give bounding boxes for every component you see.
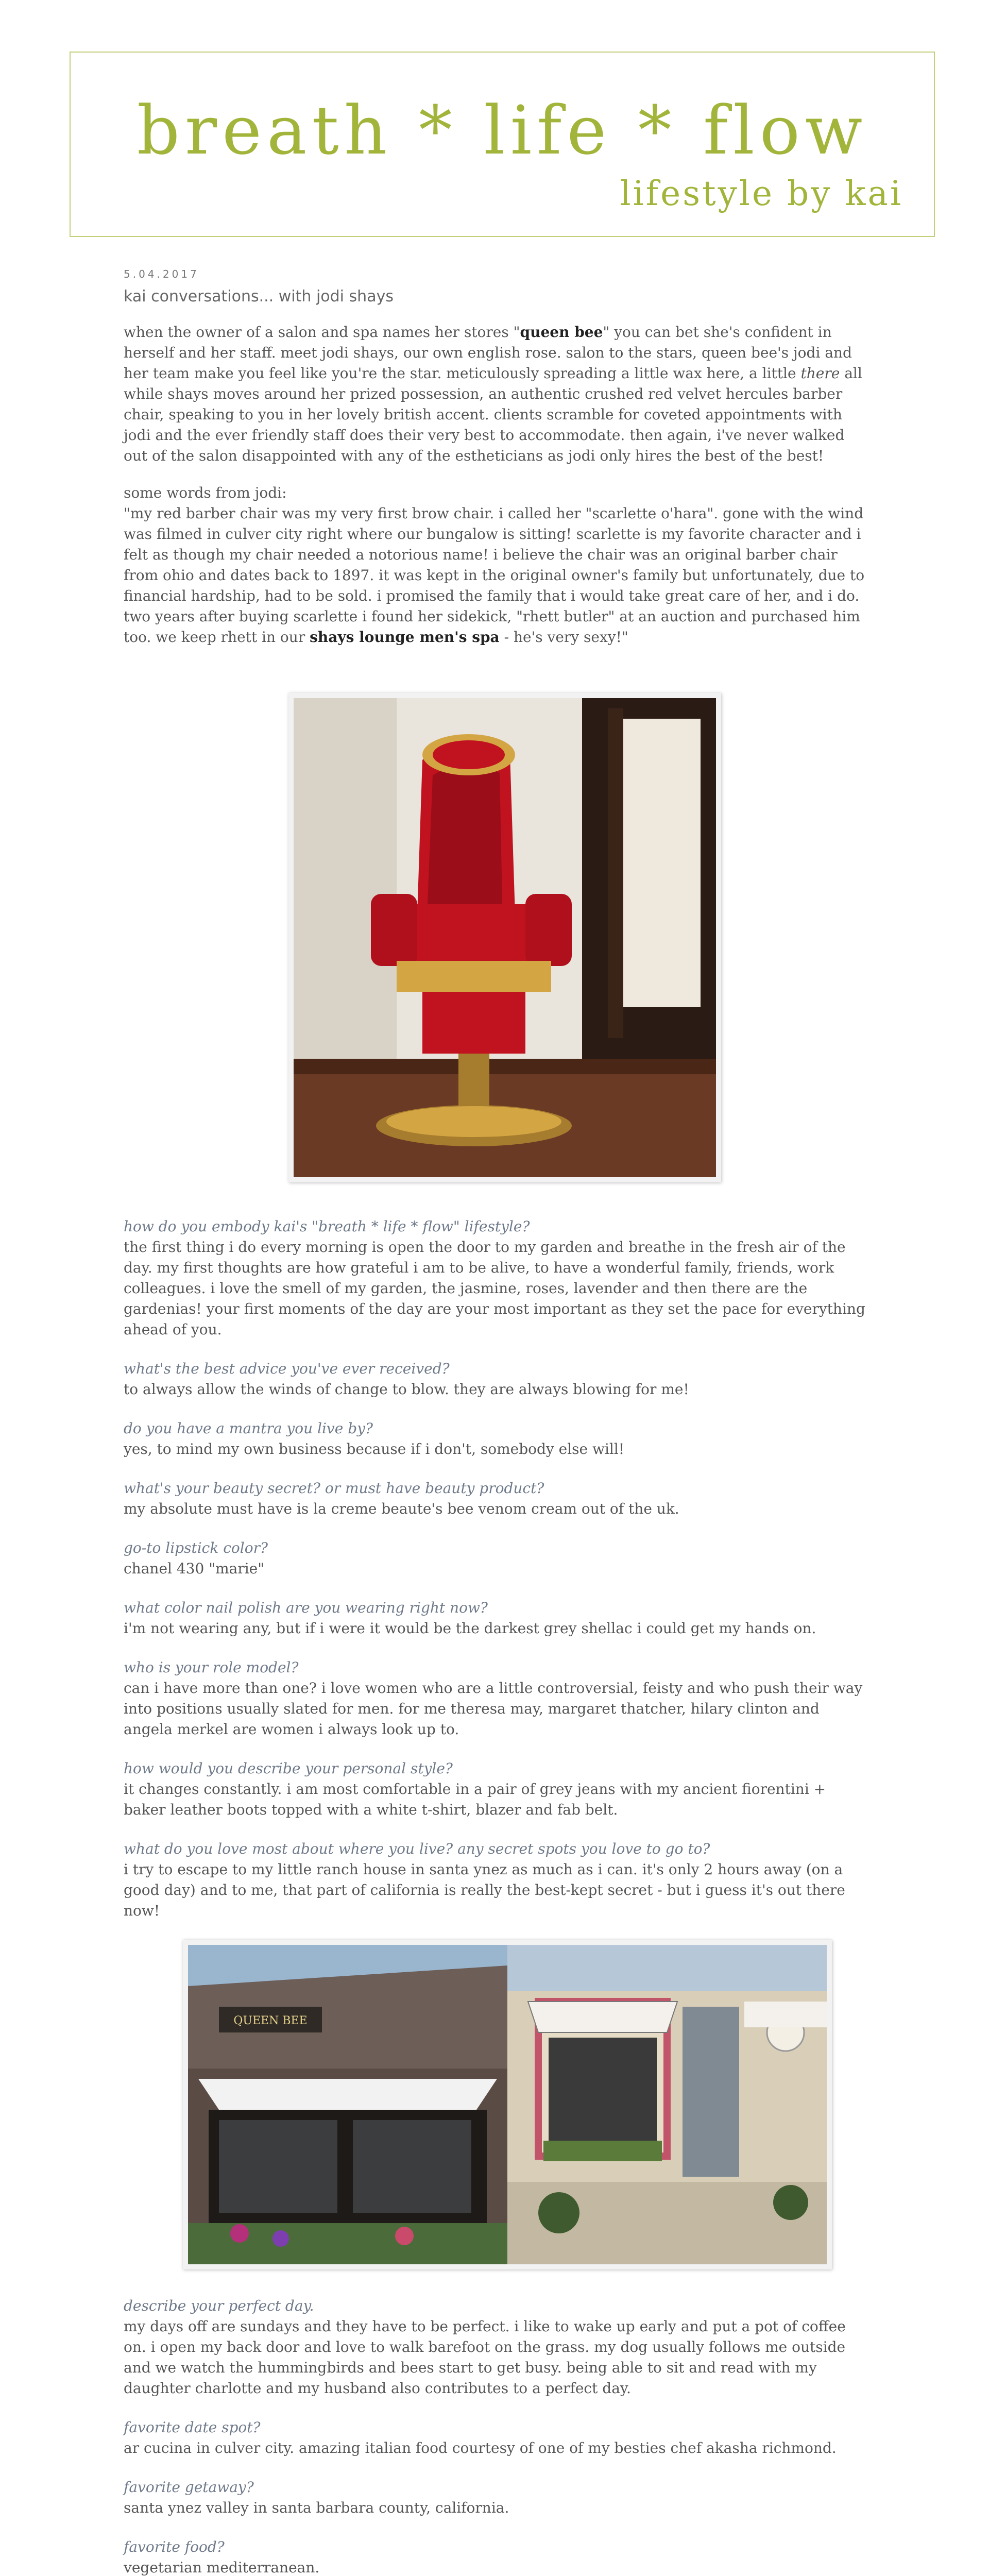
question: favorite date spot? <box>124 2419 261 2436</box>
question: do you have a mantra you live by? <box>124 1420 373 1437</box>
question: what's your beauty secret? or must have beauty product? <box>124 1480 544 1497</box>
answer: it changes constantly. i am most comfortable in a pair of grey jeans with my ancient fiorentini + baker leather boots topped with a white t-shirt, blazer and fab belt. <box>124 1781 826 1818</box>
question: how would you describe your personal style? <box>124 1760 453 1777</box>
quote-text: - he's very sexy!" <box>499 629 628 646</box>
question: who is your role model? <box>124 1659 299 1676</box>
question: go-to lipstick color? <box>124 1539 268 1556</box>
blog-header <box>70 52 935 237</box>
qa-item <box>124 2477 865 2518</box>
qa-list-1 <box>124 1216 865 1921</box>
intro-text: " you can bet she's confident in herself and her staff. meet jodi shays, our own english rose. salon to the stars, queen bee's jodi and her team make you feel like you're the star. meticulously spreading a little wax here, a little <box>124 324 852 382</box>
qa-item <box>124 1657 865 1740</box>
answer: to always allow the winds of change to blow. they are always blowing for me! <box>124 1381 689 1398</box>
question: describe your perfect day. <box>124 2297 314 2314</box>
barber-chair-image <box>294 698 716 1177</box>
storefront-sign-text: QUEEN BEE <box>233 2014 308 2027</box>
intro-italic: there <box>800 365 840 382</box>
blog-title[interactable]: breath * life * flow <box>137 91 868 170</box>
question: what do you love most about where you live? any secret spots you love to go to? <box>124 1840 710 1857</box>
qa-item <box>124 1359 865 1400</box>
qa-section-1 <box>124 1198 865 1921</box>
intro-paragraph <box>124 322 865 466</box>
storefront-photo <box>183 1940 832 2269</box>
post-date: 5.04.2017 <box>124 268 199 280</box>
qa-list-2 <box>124 2296 865 2576</box>
answer: vegetarian mediterranean. <box>124 2559 320 2576</box>
qa-item <box>124 1478 865 1519</box>
qa-item <box>124 1216 865 1340</box>
storefront-image <box>188 1945 827 2264</box>
answer: my days off are sundays and they have to be perfect. i like to wake up early and put a pot of coffee on. i open my back door and love to walk barefoot on the grass. my dog usually follows me outside and we watch the hummingbirds and bees start to get busy. being able to sit and read with my daughter charlotte and my husband also contributes to a perfect day. <box>124 2318 846 2397</box>
answer: my absolute must have is la creme beaute's bee venom cream out of the uk. <box>124 1500 679 1517</box>
shays-lounge-link[interactable]: shays lounge men's spa <box>310 629 500 646</box>
qa-item <box>124 2296 865 2399</box>
qa-item <box>124 1418 865 1460</box>
answer: can i have more than one? i love women who are a little controversial, feisty and who push their way into positions usually slated for men. for me theresa may, margaret thatcher, hilary clinton and angela merkel are women i always look up to. <box>124 1680 863 1738</box>
question: favorite food? <box>124 2538 225 2555</box>
answer: i'm not wearing any, but if i were it would be the darkest grey shellac i could get my hands on. <box>124 1620 816 1637</box>
answer: the first thing i do every morning is open the door to my garden and breathe in the fresh air of the day. my first thoughts are how grateful i am to be alive, to have a wonderful family, friends, work colleagues. i love the smell of my garden, the jasmine, roses, lavender and then there are the gardenias! your first moments of the day are your most important as they set the pace for everything ahead of you. <box>124 1239 865 1338</box>
qa-item <box>124 1839 865 1921</box>
quote-intro: some words from jodi: <box>124 484 287 501</box>
qa-item <box>124 1598 865 1639</box>
question: how do you embody kai's "breath * life * flow" lifestyle? <box>124 1218 530 1235</box>
intro-text: when the owner of a salon and spa names her stores " <box>124 324 520 341</box>
qa-section-2 <box>124 2277 865 2576</box>
qa-item <box>124 2417 865 2459</box>
answer: chanel 430 "marie" <box>124 1560 265 1577</box>
answer: i try to escape to my little ranch house in santa ynez as much as i can. it's only 2 hours away (on a good day) and to me, that part of california is really the best-kept secret - but i guess it's out there now! <box>124 1861 845 1919</box>
answer: ar cucina in culver city. amazing italian food courtesy of one of my besties chef akasha richmond. <box>124 2439 837 2456</box>
barber-chair-photo <box>288 693 721 1182</box>
blog-subtitle: lifestyle by kai <box>620 174 903 213</box>
intro-text: all while shays moves around her prized possession, an authentic crushed red velvet hercules barber chair, speaking to you in her lovely british accent. clients scramble for coveted appointments with jodi and the ever friendly staff does their very best to accommodate. then again, i've never walked out of the salon disappointed with any of the estheticians as jodi only hires the best of the best! <box>124 365 862 464</box>
qa-item <box>124 2537 865 2576</box>
question: what's the best advice you've ever received? <box>124 1360 450 1377</box>
quote-paragraph <box>124 483 865 648</box>
question: favorite getaway? <box>124 2479 254 2496</box>
answer: yes, to mind my own business because if i don't, somebody else will! <box>124 1440 625 1458</box>
post-title[interactable]: kai conversations... with jodi shays <box>124 287 394 306</box>
queen-bee-link[interactable]: queen bee <box>520 324 603 341</box>
qa-item <box>124 1538 865 1579</box>
blog-post <box>124 268 865 648</box>
question: what color nail polish are you wearing right now? <box>124 1599 488 1616</box>
qa-item <box>124 1758 865 1820</box>
quote-text: "my red barber chair was my very first brow chair. i called her "scarlette o'hara". gone with the wind was filmed in culver city right where our bungalow is sitting! scarlette is my favorite character and i felt as though my chair needed a notorious name! i believe the chair was an original barber chair from ohio and dates back to 1897. it was kept in the original owner's family but unfortunately, due to financial hardship, had to be sold. i promised the family that i would take great care of her, and i do. two years after buying scarlette i found her sidekick, "rhett butler" at an auction and purchased him too. we keep rhett in our <box>124 505 865 646</box>
answer: santa ynez valley in santa barbara county, california. <box>124 2499 509 2516</box>
